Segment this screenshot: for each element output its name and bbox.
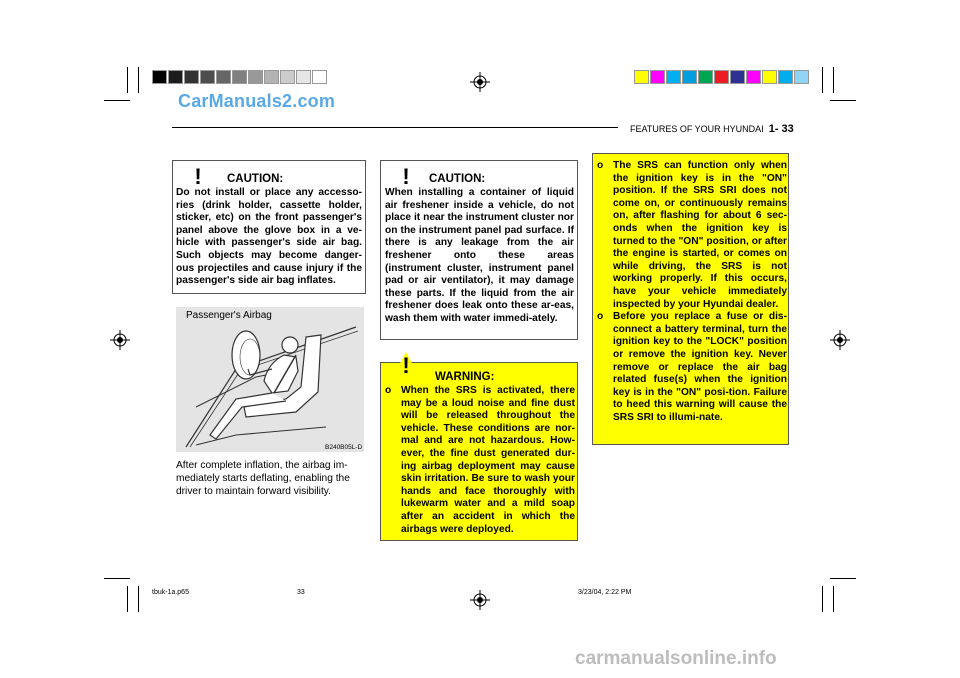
color-swatch xyxy=(264,70,279,84)
list-item xyxy=(597,311,787,424)
registration-target-icon xyxy=(830,330,850,350)
color-swatch xyxy=(698,70,713,84)
crop-mark xyxy=(830,100,856,101)
list-bullet: o xyxy=(597,160,604,171)
color-swatch xyxy=(152,70,167,84)
color-swatch xyxy=(296,70,311,84)
color-swatch xyxy=(312,70,327,84)
srs-list xyxy=(597,160,787,424)
caution-title: CAUTION: xyxy=(429,173,486,185)
list-bullet: o xyxy=(385,385,392,396)
color-swatch xyxy=(650,70,665,84)
srs-notice-box xyxy=(592,153,789,445)
caution-box-air-freshener xyxy=(380,160,578,340)
figure-caption: Passenger's Airbag xyxy=(186,310,272,321)
color-swatch xyxy=(682,70,697,84)
crop-mark xyxy=(104,100,130,101)
page-header xyxy=(630,123,794,135)
crop-mark xyxy=(104,578,130,579)
svg-text:!: ! xyxy=(402,164,410,187)
caution-box-accessories xyxy=(172,160,366,294)
color-swatch xyxy=(794,70,809,84)
section-title: FEATURES OF YOUR HYUNDAI xyxy=(630,124,764,134)
svg-text:!: ! xyxy=(194,164,202,187)
list-item xyxy=(597,160,787,311)
crop-mark xyxy=(127,586,128,612)
color-strip-grayscale xyxy=(152,70,328,84)
list-bullet: o xyxy=(597,311,604,323)
caution-text: Do not install or place any accesso-ries (drink holder, cassette holder, sticker, etc) on the front passenger's panel above the glove box in a ve-hicle with passenger's side air bag. Such objects may become danger-ous projectiles and cause injury if the passenger's side air bag inflates. xyxy=(176,187,362,287)
color-swatch xyxy=(666,70,681,84)
crop-mark xyxy=(822,586,823,612)
footer-datetime: 3/23/04, 2:22 PM xyxy=(578,589,632,596)
list-item-text: Before you replace a fuse or dis-connect a battery terminal, turn the ignition key to the "LOCK" position or remove the ignition key. Never remove or replace the air bag related fuse(s) when the ignition key is in the "ON" posi-tion. Failure to heed this warning will cause the SRS SRI to illumi-nate. xyxy=(613,311,787,423)
warning-title: WARNING: xyxy=(435,371,495,383)
crop-mark xyxy=(833,67,834,93)
color-strip-process xyxy=(634,70,810,84)
crop-mark xyxy=(138,586,139,612)
crop-mark xyxy=(822,67,823,93)
list-item-text: The SRS can function only when the ignition key is in the "ON" position. If the SRS SRI does not come on, or continuously remains on, after flashing for about 6 sec-onds when the ignition key is turned to the "ON" position, or after the engine is started, or comes on while driving, the SRS is not working properly. If this occurs, have your vehicle immediately inspected by your Hyundai dealer. xyxy=(613,160,787,310)
footer-filename: tbuk-1a.p65 xyxy=(152,589,189,596)
crop-mark xyxy=(138,67,139,93)
color-swatch xyxy=(762,70,777,84)
figure-code: B240B05L-D xyxy=(325,444,363,451)
watermark-bottom[interactable]: carmanualsonline.info xyxy=(575,648,777,669)
caution-title: CAUTION: xyxy=(227,173,284,185)
color-swatch xyxy=(232,70,247,84)
color-swatch xyxy=(634,70,649,84)
registration-target-icon xyxy=(110,330,130,350)
page-number: 1- 33 xyxy=(768,123,794,135)
color-swatch xyxy=(248,70,263,84)
color-swatch xyxy=(184,70,199,84)
caution-text: When installing a container of liquid air freshener inside a vehicle, do not place it near the instrument cluster nor on the instrument panel pad surface. If there is any leakage from the air freshener onto these areas (instrument cluster, instrument panel pad or air ventilator), it may damage these parts. If the liquid from the air freshener does leak onto these ar-eas, wash them with water immedi-ately. xyxy=(385,187,574,324)
registration-target-icon xyxy=(470,590,490,610)
footer-page: 33 xyxy=(297,589,305,596)
crop-mark xyxy=(830,578,856,579)
warning-list xyxy=(385,385,575,536)
passenger-airbag-figure xyxy=(176,307,364,452)
warning-box-srs-dust xyxy=(380,353,578,541)
svg-text:!: ! xyxy=(402,353,410,377)
warning-triangle-icon xyxy=(185,163,211,187)
color-swatch xyxy=(200,70,215,84)
warning-triangle-icon xyxy=(393,351,419,377)
color-swatch xyxy=(714,70,729,84)
crop-mark xyxy=(833,586,834,612)
airbag-illustration-icon xyxy=(176,307,364,452)
color-swatch xyxy=(280,70,295,84)
color-swatch xyxy=(778,70,793,84)
color-swatch xyxy=(730,70,745,84)
watermark-top[interactable]: CarManuals2.com xyxy=(178,91,336,111)
registration-target-icon xyxy=(470,72,490,92)
color-swatch xyxy=(168,70,183,84)
body-paragraph: After complete inflation, the airbag im-mediately starts deflating, enabling the driver to maintain forward visibility. xyxy=(176,460,350,497)
warning-text: When the SRS is activated, there may be a loud noise and fine dust will be released throughout the vehicle. These conditions are nor-mal and are not hazardous. How-ever, the fine dust generated dur-ing airbag deployment may cause skin irritation. Be sure to wash your hands and face thoroughly with lukewarm water and a mild soap after an accident in which the airbags were deployed. xyxy=(401,385,575,535)
header-rule xyxy=(172,127,618,128)
color-swatch xyxy=(746,70,761,84)
warning-triangle-icon xyxy=(393,163,419,187)
crop-mark xyxy=(127,67,128,93)
color-swatch xyxy=(216,70,231,84)
